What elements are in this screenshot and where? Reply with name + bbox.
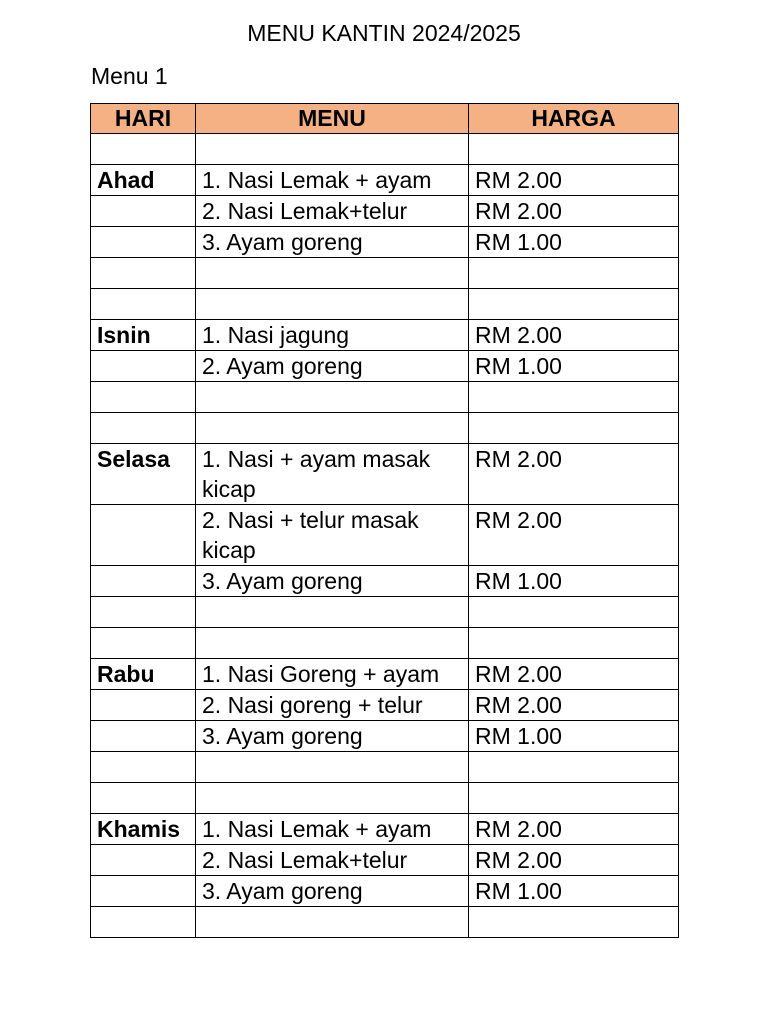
table-row xyxy=(91,721,679,752)
table-row xyxy=(91,165,679,196)
price-cell: RM 2.00 xyxy=(469,196,679,227)
table-row xyxy=(91,320,679,351)
price-cell xyxy=(469,907,679,938)
day-cell xyxy=(91,382,196,413)
table-row xyxy=(91,690,679,721)
day-cell xyxy=(91,258,196,289)
day-cell: Isnin xyxy=(91,320,196,351)
menu-cell xyxy=(196,382,469,413)
price-cell: RM 1.00 xyxy=(469,876,679,907)
day-cell xyxy=(91,566,196,597)
menu-table xyxy=(90,103,679,938)
table-row xyxy=(91,258,679,289)
day-cell: Khamis xyxy=(91,814,196,845)
price-cell xyxy=(469,258,679,289)
menu-cell: 1. Nasi Lemak + ayam xyxy=(196,814,469,845)
menu-cell xyxy=(196,134,469,165)
menu-cell xyxy=(196,597,469,628)
header-hari: HARI xyxy=(91,104,196,134)
price-cell: RM 2.00 xyxy=(469,690,679,721)
table-row xyxy=(91,845,679,876)
price-cell: RM 2.00 xyxy=(469,444,679,505)
price-cell: RM 2.00 xyxy=(469,505,679,566)
day-cell xyxy=(91,196,196,227)
price-cell xyxy=(469,382,679,413)
day-cell xyxy=(91,752,196,783)
table-header xyxy=(91,104,679,134)
price-cell xyxy=(469,783,679,814)
price-cell xyxy=(469,413,679,444)
header-harga: HARGA xyxy=(469,104,679,134)
menu-cell xyxy=(196,289,469,320)
table-row xyxy=(91,505,679,566)
day-cell xyxy=(91,351,196,382)
menu-cell xyxy=(196,628,469,659)
price-cell: RM 2.00 xyxy=(469,814,679,845)
price-cell: RM 1.00 xyxy=(469,566,679,597)
table-row xyxy=(91,227,679,258)
menu-cell xyxy=(196,783,469,814)
price-cell: RM 2.00 xyxy=(469,659,679,690)
menu-cell: 2. Nasi goreng + telur xyxy=(196,690,469,721)
menu-cell: 1. Nasi Goreng + ayam xyxy=(196,659,469,690)
table-row xyxy=(91,628,679,659)
table-row xyxy=(91,566,679,597)
table-row xyxy=(91,752,679,783)
day-cell xyxy=(91,907,196,938)
table-row xyxy=(91,382,679,413)
header-row xyxy=(91,104,679,134)
price-cell: RM 1.00 xyxy=(469,721,679,752)
document-title: MENU KANTIN 2024/2025 xyxy=(247,20,521,46)
menu-cell: 3. Ayam goreng xyxy=(196,227,469,258)
day-cell xyxy=(91,597,196,628)
day-cell xyxy=(91,289,196,320)
price-cell xyxy=(469,289,679,320)
table-body xyxy=(91,134,679,938)
day-cell xyxy=(91,690,196,721)
menu-cell: 3. Ayam goreng xyxy=(196,721,469,752)
table-row xyxy=(91,134,679,165)
menu-cell xyxy=(196,413,469,444)
price-cell xyxy=(469,752,679,783)
table-row xyxy=(91,659,679,690)
table-row xyxy=(91,814,679,845)
price-cell: RM 2.00 xyxy=(469,165,679,196)
table-row xyxy=(91,907,679,938)
day-cell xyxy=(91,628,196,659)
table-row xyxy=(91,289,679,320)
price-cell xyxy=(469,134,679,165)
menu-cell xyxy=(196,752,469,783)
day-cell xyxy=(91,845,196,876)
price-cell xyxy=(469,628,679,659)
menu-cell xyxy=(196,907,469,938)
document-subtitle: Menu 1 xyxy=(91,63,168,89)
day-cell: Ahad xyxy=(91,165,196,196)
menu-cell xyxy=(196,258,469,289)
table-row xyxy=(91,597,679,628)
menu-cell: 2. Nasi Lemak+telur xyxy=(196,196,469,227)
menu-cell: 3. Ayam goreng xyxy=(196,566,469,597)
table-row xyxy=(91,876,679,907)
day-cell xyxy=(91,876,196,907)
day-cell xyxy=(91,783,196,814)
price-cell xyxy=(469,597,679,628)
day-cell xyxy=(91,227,196,258)
menu-cell: 2. Nasi + telur masak kicap xyxy=(196,505,469,566)
price-cell: RM 1.00 xyxy=(469,351,679,382)
price-cell: RM 2.00 xyxy=(469,320,679,351)
table-row xyxy=(91,351,679,382)
table-row xyxy=(91,196,679,227)
header-menu: MENU xyxy=(196,104,469,134)
table-row xyxy=(91,413,679,444)
day-cell: Selasa xyxy=(91,444,196,505)
menu-cell: 1. Nasi + ayam masak kicap xyxy=(196,444,469,505)
menu-cell: 2. Nasi Lemak+telur xyxy=(196,845,469,876)
table-row xyxy=(91,444,679,505)
day-cell: Rabu xyxy=(91,659,196,690)
menu-cell: 1. Nasi Lemak + ayam xyxy=(196,165,469,196)
day-cell xyxy=(91,413,196,444)
day-cell xyxy=(91,721,196,752)
table-row xyxy=(91,783,679,814)
day-cell xyxy=(91,505,196,566)
menu-cell: 3. Ayam goreng xyxy=(196,876,469,907)
price-cell: RM 1.00 xyxy=(469,227,679,258)
price-cell: RM 2.00 xyxy=(469,845,679,876)
menu-cell: 1. Nasi jagung xyxy=(196,320,469,351)
day-cell xyxy=(91,134,196,165)
menu-cell: 2. Ayam goreng xyxy=(196,351,469,382)
